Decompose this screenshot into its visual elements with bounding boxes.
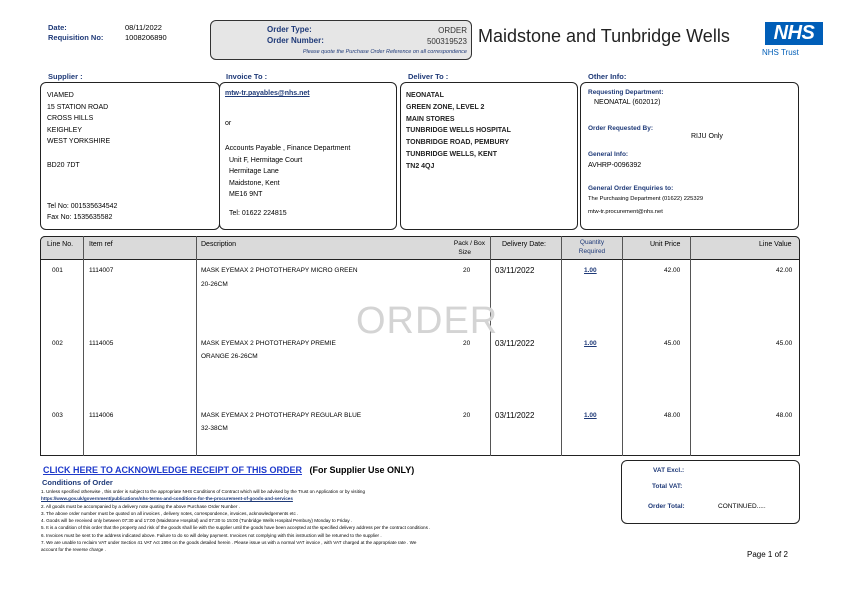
trust-name: Maidstone and Tunbridge Wells <box>478 26 730 46</box>
row-pack-size: 20 <box>463 412 471 419</box>
invoice-or: or <box>225 120 232 127</box>
condition-item: account for the reverse charge . <box>41 547 106 553</box>
deliver-line: TONBRIDGE ROAD, PEMBURY <box>406 139 510 147</box>
requisition-value: 1008206890 <box>125 33 167 42</box>
column-divider <box>196 236 197 456</box>
conditions-url-link[interactable]: https://www.gov.uk/government/publications/nhs-terms-and-conditions-for-the-procurement-of-goods-and-services <box>41 496 293 502</box>
deliver-line: GREEN ZONE, LEVEL 2 <box>406 103 485 111</box>
row-item-ref: 1114005 <box>89 340 114 347</box>
other-info-heading: Other Info: <box>588 72 627 81</box>
conditions-list <box>41 488 641 554</box>
requesting-dept-value: NEONATAL (602012) <box>594 99 661 106</box>
page-number: Page 1 of 2 <box>747 550 788 559</box>
row-pack-size: 20 <box>463 340 471 347</box>
acknowledge-link[interactable]: CLICK HERE TO ACKNOWLEDGE RECEIPT OF THIS ORDER <box>43 465 303 475</box>
line-items-table <box>40 236 800 456</box>
col-description: Description <box>201 241 237 248</box>
enquiries-label: General Order Enquiries to: <box>588 185 674 192</box>
ordered-by-label: Order Requested By: <box>588 125 654 132</box>
deliver-line: MAIN STORES <box>406 115 455 123</box>
row-line-value: 45.00 <box>776 340 793 347</box>
row-delivery-date: 03/11/2022 <box>495 411 535 420</box>
ordered-by-value: RIJU Only <box>691 133 723 140</box>
row-line-no: 002 <box>52 340 63 347</box>
general-info-value: AVHRP-0096392 <box>588 162 642 169</box>
col-line-value: Line Value <box>759 241 792 248</box>
col-quantity-line2: Required <box>578 248 606 255</box>
row-unit-price: 42.00 <box>664 267 681 274</box>
order-type-label: Order Type: <box>267 25 312 34</box>
date-label: Date: <box>48 23 67 32</box>
column-divider <box>690 236 691 456</box>
date-value: 08/11/2022 <box>125 23 162 32</box>
invoice-box <box>219 82 397 230</box>
table-header-row <box>40 236 800 260</box>
condition-item: 7. We are unable to reclaim VAT under Section 41 VAT Act 1994 on the goods detailed herein . Please issue us with a normal VAT invoice , with VAT charged at the appropriate rate . We <box>41 540 417 546</box>
row-delivery-date: 03/11/2022 <box>495 266 535 275</box>
order-number-label: Order Number: <box>267 36 324 45</box>
deliver-address <box>406 90 511 173</box>
deliver-line: NEONATAL <box>406 92 444 99</box>
col-delivery-date: Delivery Date: <box>502 241 546 248</box>
other-info-box <box>580 82 799 230</box>
nhs-trust-label: NHS Trust <box>762 48 799 57</box>
general-info-label: General Info: <box>588 151 629 158</box>
invoice-email-link[interactable]: mtw-tr.payables@nhs.net <box>225 90 310 97</box>
supplier-fax: Fax No: 1535635582 <box>47 214 113 221</box>
condition-item: 4. Goods will be received only between 07:30 and 17:00 (Maidstone Hospital) and 07:30 to 15:00 (Tunbridge Wells Hospital Pembury) Monday to Friday . <box>41 518 353 524</box>
enquiries-email: mtw-tr.procurement@nhs.net <box>588 209 663 215</box>
supplier-line: CROSS HILLS <box>47 115 94 122</box>
deliver-heading: Deliver To : <box>408 72 449 81</box>
acknowledge-row <box>43 465 414 475</box>
condition-item: 2. All goods must be accompanied by a delivery note quoting the above Purchase Order Number . <box>41 503 240 509</box>
row-line-no: 003 <box>52 412 63 419</box>
col-line-no: Line No. <box>47 241 74 248</box>
col-item-ref: Item ref <box>89 241 113 248</box>
supplier-line: 15 STATION ROAD <box>47 103 109 111</box>
invoice-tel: Tel: 01622 224815 <box>229 210 287 217</box>
row-unit-price: 45.00 <box>664 340 681 347</box>
col-pack-size-line1: Pack / Box <box>453 240 485 247</box>
deliver-box <box>400 82 578 230</box>
row-line-value: 48.00 <box>776 412 793 419</box>
supplier-name: VIAMED <box>47 92 74 99</box>
row-delivery-date: 03/11/2022 <box>495 339 535 348</box>
supplier-tel: Tel No: 001535634542 <box>47 203 118 210</box>
po-reference-note: Please quote the Purchase Order Reference on all correspondence <box>302 49 467 55</box>
col-pack-size <box>440 239 485 257</box>
col-quantity <box>566 238 618 256</box>
supplier-use-note: (For Supplier Use ONLY) <box>309 465 415 475</box>
row-unit-price: 48.00 <box>664 412 681 419</box>
condition-item: 6. Invoices must be sent to the address indicated above. Failure to do so will delay payment. Invoices not complying with this instruction will be returned to the supplier . <box>41 532 382 538</box>
row-quantity[interactable]: 1.00 <box>584 340 597 347</box>
deliver-line: TN2 4QJ <box>406 162 435 170</box>
supplier-address <box>47 90 110 148</box>
column-divider <box>83 236 84 456</box>
column-divider <box>622 236 623 456</box>
condition-item: 1. Unless specified otherwise , this order is subject to the appropriate NHS Conditions of Contract which will be advised by the Trust on Application or by visiting <box>41 489 366 494</box>
row-item-ref: 1114006 <box>89 412 114 419</box>
col-unit-price: Unit Price <box>650 241 681 248</box>
supplier-postcode: BD20 7DT <box>47 162 80 169</box>
row-line-no: 001 <box>52 267 63 274</box>
row-description: MASK EYEMAX 2 PHOTOTHERAPY PREMIE <box>201 340 336 347</box>
invoice-line: Accounts Payable , Finance Department <box>225 145 351 152</box>
invoice-address <box>225 143 350 201</box>
col-quantity-line1: Quantity <box>579 239 605 246</box>
order-type-value: ORDER <box>438 26 467 35</box>
invoice-line: Hermitage Lane <box>229 168 279 175</box>
supplier-box <box>40 82 220 230</box>
supplier-heading: Supplier : <box>48 72 83 81</box>
nhs-logo: NHS <box>765 22 823 45</box>
totals-box <box>621 460 800 524</box>
row-line-value: 42.00 <box>776 267 793 274</box>
row-pack-size: 20 <box>463 267 471 274</box>
requisition-label: Requisition No: <box>48 33 104 42</box>
requesting-dept-label: Requesting Department: <box>588 89 664 96</box>
enquiries-phone: The Purchasing Department (01622) 225329 <box>588 196 704 202</box>
condition-item: 3. The above order number must be quoted on all invoices , delivery notes, correspondence, invoices, acknowledgements etc . <box>41 510 299 516</box>
row-quantity[interactable]: 1.00 <box>584 412 597 419</box>
row-item-ref: 1114007 <box>89 267 114 274</box>
column-divider <box>561 236 562 456</box>
total-vat-label: Total VAT: <box>652 483 683 490</box>
supplier-line: WEST YORKSHIRE <box>47 138 111 145</box>
deliver-line: TUNBRIDGE WELLS HOSPITAL <box>406 127 511 135</box>
vat-excl-label: VAT Excl.: <box>653 467 685 474</box>
invoice-line: Unit F, Hermitage Court <box>229 156 303 164</box>
supplier-line: KEIGHLEY <box>47 126 83 134</box>
col-pack-size-line2: Size <box>458 249 471 256</box>
order-total-label: Order Total: <box>648 503 685 510</box>
order-watermark: ORDER <box>356 300 499 342</box>
order-info-box <box>210 20 472 60</box>
invoice-line: ME16 9NT <box>229 191 263 198</box>
row-description-2: 32-38CM <box>201 425 228 432</box>
invoice-line: Maidstone, Kent <box>229 179 280 187</box>
continued-text: CONTINUED..... <box>718 503 766 510</box>
row-description-2: ORANGE 26-26CM <box>201 353 258 360</box>
invoice-heading: Invoice To : <box>226 72 268 81</box>
conditions-title: Conditions of Order <box>42 478 113 487</box>
order-number-value: 500319523 <box>426 37 467 46</box>
row-description: MASK EYEMAX 2 PHOTOTHERAPY REGULAR BLUE <box>201 412 362 419</box>
row-quantity[interactable]: 1.00 <box>584 267 597 274</box>
deliver-line: TUNBRIDGE WELLS, KENT <box>406 150 497 158</box>
column-divider <box>490 236 491 456</box>
row-description: MASK EYEMAX 2 PHOTOTHERAPY MICRO GREEN <box>201 267 358 274</box>
row-description-2: 20-26CM <box>201 281 228 288</box>
condition-item: 5. It is a condition of this order that the property and risk of the goods shall lie with the supplier until the goods have been accepted at the specified delivery address per the contract conditions . <box>41 525 431 531</box>
